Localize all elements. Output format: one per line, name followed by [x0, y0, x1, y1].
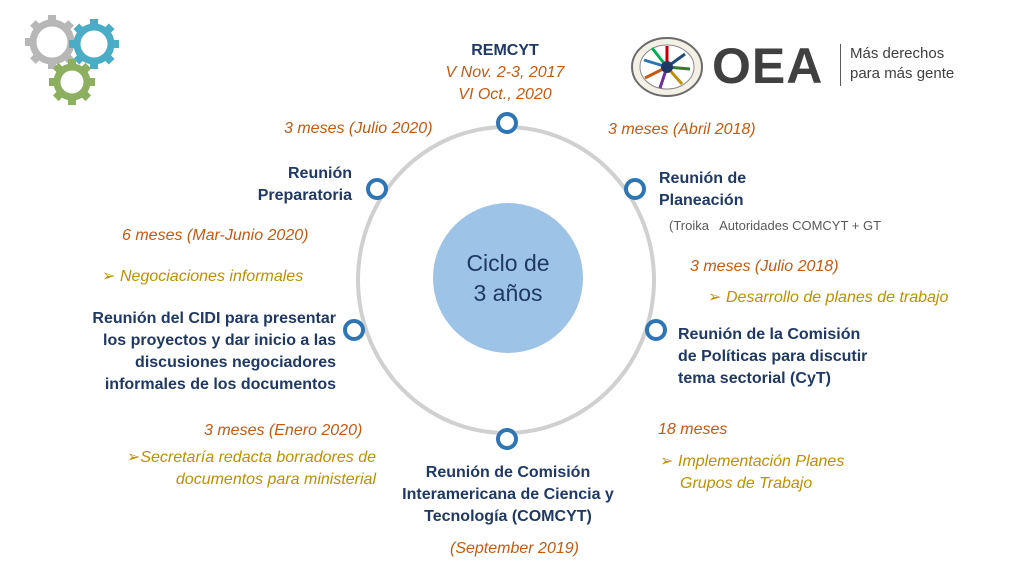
node-right-line3: tema sectorial (CyT): [678, 370, 831, 387]
node-top-line2: V Nov. 2-3, 2017: [445, 64, 565, 81]
node-upper-right-note: (Troika Autoridades COMCYT + GT: [669, 218, 882, 233]
node-left-line4: informales de los documentos: [104, 376, 336, 393]
tagline-line1: Más derechos: [850, 45, 945, 62]
node-bottom-line1: Reunión de Comisión: [425, 464, 591, 481]
bullet-secretaria-line1: Secretaría redacta borradores de: [140, 449, 376, 466]
ring-node-upper-left: [366, 178, 388, 200]
ring-node-right: [645, 319, 667, 341]
node-top-title: REMCYT: [471, 42, 539, 59]
bullet-desarrollo-text: Desarrollo de planes de trabajo: [726, 289, 949, 306]
period-top-left: 3 meses (Julio 2020): [284, 120, 433, 137]
ring-node-bottom: [496, 428, 518, 450]
bullet-secretaria: [70, 447, 376, 491]
node-top-line3: VI Oct., 2020: [458, 86, 552, 103]
node-left-line3: discusiones negociadores: [135, 354, 336, 371]
bullet-arrow-icon: ➢: [708, 289, 722, 306]
node-top-label: [410, 40, 600, 106]
tagline-line2: para más gente: [850, 65, 955, 82]
gears-icon: [20, 14, 124, 110]
node-right-label: [678, 324, 908, 390]
ring-node-left: [343, 319, 365, 341]
bullet-negociaciones-text: Negociaciones informales: [120, 268, 304, 285]
node-upper-right-label: [659, 168, 829, 212]
ring-node-upper-right: [624, 178, 646, 200]
node-upper-left-line1: Reunión: [288, 165, 352, 182]
period-top-right: 3 meses (Abril 2018): [608, 121, 756, 138]
node-bottom-date: (September 2019): [450, 540, 579, 557]
node-left-line2: los proyectos y dar inicio a las: [103, 332, 336, 349]
node-left-label: [60, 308, 336, 396]
node-upper-left-line2: Preparatoria: [257, 187, 352, 204]
bullet-negociaciones: [102, 266, 303, 288]
oea-wordmark: OEA: [712, 38, 824, 94]
period-upper-left: 6 meses (Mar-Junio 2020): [122, 227, 309, 244]
bullet-desarrollo: [708, 287, 948, 309]
period-lower-right: 18 meses: [658, 421, 728, 438]
logo-tagline: [850, 44, 954, 84]
node-bottom-line2: Interamericana de Ciencia y: [402, 486, 614, 503]
node-upper-right-line2: Planeación: [659, 192, 744, 209]
bullet-arrow-icon: ➢: [660, 453, 674, 470]
bullet-implementacion-line2: Grupos de Trabajo: [680, 475, 813, 492]
node-bottom-label: [380, 462, 636, 528]
node-upper-left-label: [200, 163, 352, 207]
node-bottom-line3: Tecnología (COMCYT): [424, 508, 592, 525]
bullet-implementacion-line1: Implementación Planes: [678, 453, 845, 470]
bullet-implementacion: [660, 451, 900, 495]
period-right-upper: 3 meses (Julio 2018): [690, 258, 839, 275]
ring-node-top: [496, 112, 518, 134]
center-title-line2: 3 años: [473, 280, 543, 306]
center-title-line1: Ciclo de: [466, 250, 550, 276]
logo-divider: [840, 44, 841, 86]
period-lower-left: 3 meses (Enero 2020): [204, 422, 363, 439]
cycle-center-circle: [433, 203, 583, 353]
bullet-secretaria-line2: documentos para ministerial: [175, 471, 376, 488]
node-right-line1: Reunión de la Comisión: [678, 326, 861, 343]
oea-seal-icon: [630, 36, 704, 98]
node-left-line1: Reunión del CIDI para presentar: [92, 310, 336, 327]
node-upper-right-line1: Reunión de: [659, 170, 747, 187]
bullet-arrow-icon: ➢: [102, 268, 116, 285]
bullet-arrow-icon: ➢: [126, 449, 141, 466]
node-right-line2: de Políticas para discutir: [678, 348, 868, 365]
